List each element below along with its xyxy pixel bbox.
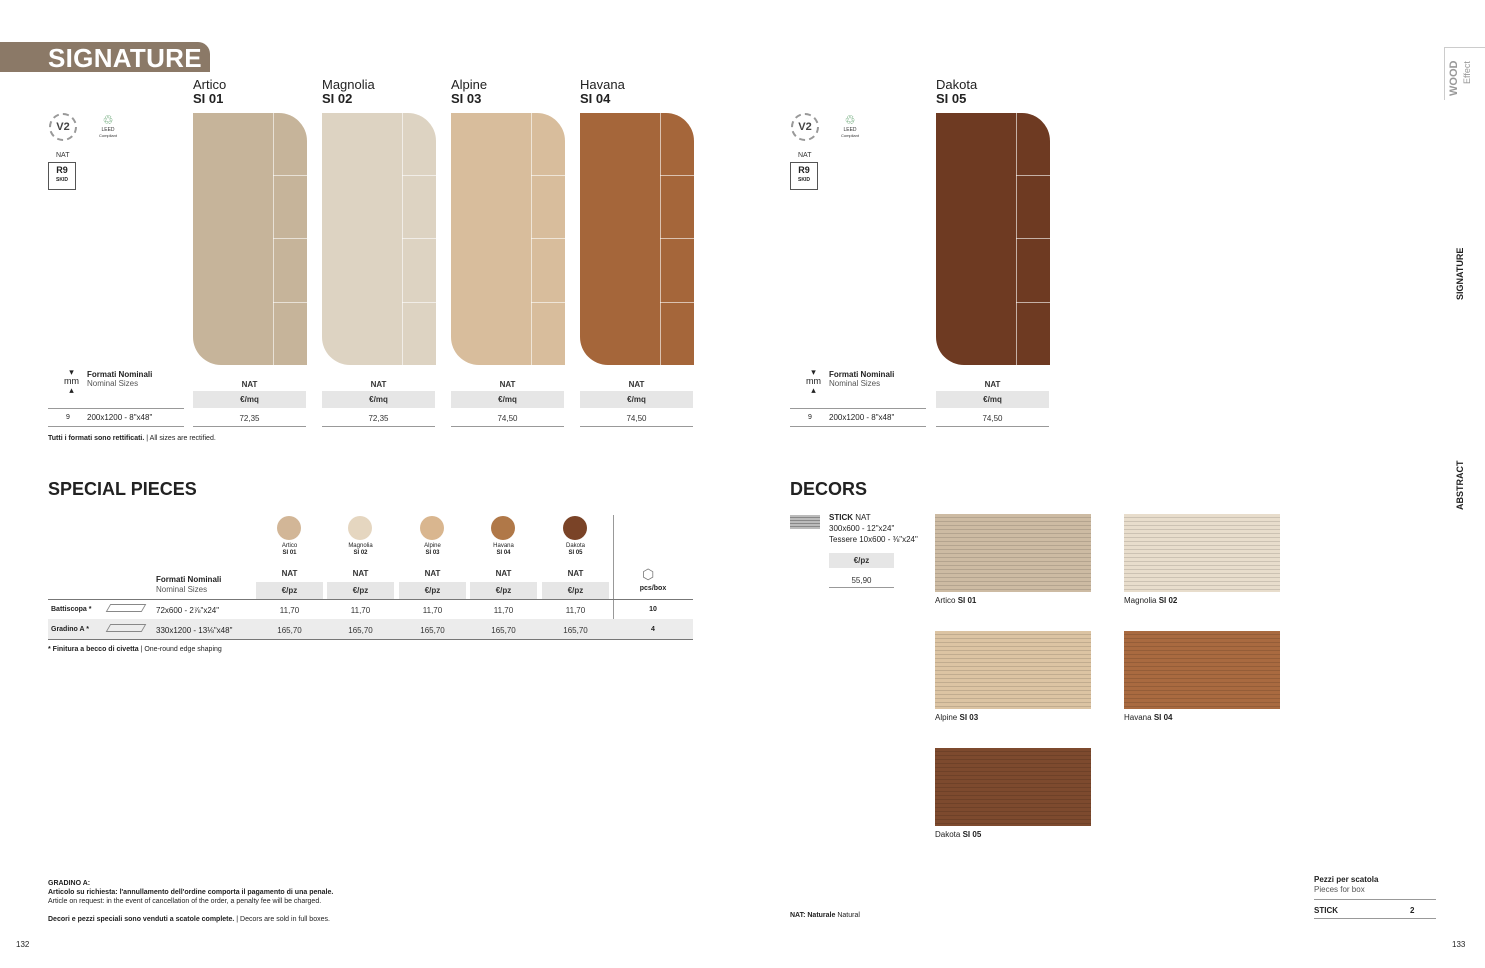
stick-price: 55,90 xyxy=(851,576,872,585)
swatch-label: Havana SI 04 xyxy=(493,543,514,556)
nat-head: NAT xyxy=(628,380,645,389)
sp-row-value: 11,70 xyxy=(279,606,300,615)
sp-unit: €/pz xyxy=(399,582,466,599)
swatch-dot xyxy=(277,516,301,540)
side-signature[interactable]: SIGNATURE xyxy=(1455,247,1465,300)
v2-icon: V2 xyxy=(49,113,77,141)
unit-head: €/mq xyxy=(580,391,693,408)
product-code: SI 01 xyxy=(193,91,224,106)
sp-row-value: 165,70 xyxy=(563,626,588,635)
sp-nat: NAT xyxy=(567,569,584,578)
sp-row-value: 165,70 xyxy=(420,626,445,635)
product-name: Alpine xyxy=(451,77,488,92)
nominal-label-right: Nominal Sizes xyxy=(829,379,881,388)
v2-icon-right: V2 xyxy=(791,113,819,141)
box-icon: ⬡ xyxy=(642,566,655,582)
mm-icon-right: ▾ mm ▴ xyxy=(806,367,821,395)
swatch-dot xyxy=(563,516,587,540)
sp-unit: €/pz xyxy=(542,582,609,599)
piece-icon xyxy=(106,624,147,632)
nat-label: NAT xyxy=(56,152,70,159)
decor-image xyxy=(1124,514,1280,592)
unit-head: €/mq xyxy=(193,391,306,408)
page-number-right: 133 xyxy=(1452,940,1466,949)
product-code: SI 04 xyxy=(580,91,611,106)
sp-row-value: 165,70 xyxy=(491,626,516,635)
sp-nat: NAT xyxy=(281,569,298,578)
decors-title: DECORS xyxy=(790,479,868,499)
product-code: SI 02 xyxy=(322,91,353,106)
formati-label-right: Formati Nominali xyxy=(829,370,895,379)
swatch-dot xyxy=(348,516,372,540)
product-1 xyxy=(322,78,375,106)
decor-caption: Dakota SI 05 xyxy=(935,830,982,839)
footer-notes: GRADINO A: Articolo su richiesta: l'annullamento dell'ordine comporta il pagamento di una penale. Article on request: in the event of cancellation of the order, a penalty fee will be charged. Decori e pezzi speciali sono venduti a scatole complete. | Decors are sold in full boxes. xyxy=(48,880,334,923)
swatch-label: Magnolia SI 02 xyxy=(348,543,373,556)
pieces-label: Pieces for box xyxy=(1314,885,1365,894)
tile-image xyxy=(193,113,307,365)
size-value-right: 200x1200 - 8"x48" xyxy=(829,413,895,422)
piece-icon xyxy=(106,604,147,612)
title-banner xyxy=(0,42,210,72)
r9-icon-right: R9 SKID xyxy=(790,162,818,190)
tile-image xyxy=(322,113,436,365)
sp-formati: Formati Nominali xyxy=(156,575,222,584)
price: 72,35 xyxy=(239,414,260,423)
tile-image-dakota xyxy=(936,113,1050,365)
sp-row-value: 11,70 xyxy=(350,606,371,615)
unit-head: €/mq xyxy=(322,391,435,408)
nat-head: NAT xyxy=(241,380,258,389)
edge-note: * Finitura a becco di civetta | One-round edge shaping xyxy=(48,646,222,653)
product-dakota: Dakota SI 05 xyxy=(936,77,978,106)
side-effect: Effect xyxy=(1462,61,1472,84)
sp-row-value: 165,70 xyxy=(348,626,373,635)
decor-caption: Alpine SI 03 xyxy=(935,713,979,722)
swatch-label: Artico SI 01 xyxy=(281,543,298,556)
decor-image xyxy=(1124,631,1280,709)
special-pieces-title: SPECIAL PIECES xyxy=(48,479,197,499)
stick-label: STICK NAT xyxy=(829,513,871,522)
swatch-label: Dakota SI 05 xyxy=(565,543,585,556)
sp-row-name: Battiscopa * xyxy=(51,606,92,613)
nat-label-right: NAT xyxy=(798,152,812,159)
price-dakota: 74,50 xyxy=(982,414,1003,423)
sp-row-size: 330x1200 - 13⅛"x48" xyxy=(156,626,233,635)
sp-nat: NAT xyxy=(424,569,441,578)
sp-nat: NAT xyxy=(352,569,369,578)
stick-unit: €/pz xyxy=(829,553,894,568)
decor-caption: Artico SI 01 xyxy=(935,596,977,605)
nominal-label: Nominal Sizes xyxy=(87,379,139,388)
nat-head-dakota: NAT xyxy=(984,380,1001,389)
sp-row-name: Gradino A * xyxy=(51,626,89,633)
sp-row-pcs: 10 xyxy=(649,606,657,613)
decor-caption: Havana SI 04 xyxy=(1124,713,1173,722)
price: 74,50 xyxy=(626,414,647,423)
tile-image xyxy=(451,113,565,365)
formati-label: Formati Nominali xyxy=(87,370,153,379)
product-code: SI 03 xyxy=(451,91,482,106)
sp-row-value: 165,70 xyxy=(277,626,302,635)
r9-icon: R9 SKID xyxy=(48,162,76,190)
product-0 xyxy=(193,78,226,106)
sp-nominal: Nominal Sizes xyxy=(156,585,208,594)
decor-image xyxy=(935,631,1091,709)
price: 74,50 xyxy=(497,414,518,423)
nat-head: NAT xyxy=(370,380,387,389)
sp-unit: €/pz xyxy=(470,582,537,599)
decor-image xyxy=(935,748,1091,826)
pcs-box-label: pcs/box xyxy=(639,585,667,592)
product-name: Magnolia xyxy=(322,77,375,92)
tile-image xyxy=(580,113,694,365)
stick-count: 2 xyxy=(1410,906,1415,915)
sp-row-value: 11,70 xyxy=(422,606,443,615)
side-abstract[interactable]: ABSTRACT xyxy=(1455,460,1465,510)
decor-image xyxy=(935,514,1091,592)
unit-head: €/mq xyxy=(451,391,564,408)
product-3 xyxy=(580,78,625,106)
sp-nat: NAT xyxy=(495,569,512,578)
size-value: 200x1200 - 8"x48" xyxy=(87,413,153,422)
thickness-right: 9 xyxy=(808,414,812,421)
product-name: Artico xyxy=(193,77,227,92)
nat-head: NAT xyxy=(499,380,516,389)
swatch-label: Alpine SI 03 xyxy=(424,543,441,556)
thickness: 9 xyxy=(66,414,70,421)
unit-head-dakota: €/mq xyxy=(936,391,1049,408)
swatch-dot xyxy=(420,516,444,540)
stick-icon xyxy=(790,515,820,529)
leed-icon-right: ♲ LEED Compliant xyxy=(840,113,859,138)
product-2 xyxy=(451,78,487,106)
price: 72,35 xyxy=(368,414,389,423)
page-number-left: 132 xyxy=(16,940,30,949)
leed-icon: ♲ LEED Compliant xyxy=(98,113,117,138)
sp-row-size: 72x600 - 2⅞"x24" xyxy=(156,606,220,615)
pezzi-label: Pezzi per scatola xyxy=(1314,875,1379,884)
stick-foot: STICK xyxy=(1314,906,1338,915)
sp-row-value: 11,70 xyxy=(493,606,514,615)
stick-size2: Tessere 10x600 - ⅜"x24" xyxy=(829,535,918,544)
decor-caption: Magnolia SI 02 xyxy=(1124,596,1178,605)
swatch-dot xyxy=(491,516,515,540)
stick-size1: 300x600 - 12"x24" xyxy=(829,524,895,533)
sp-row-value: 11,70 xyxy=(565,606,586,615)
sp-unit: €/pz xyxy=(256,582,323,599)
nat-footnote: NAT: Naturale Natural xyxy=(790,912,860,919)
rectified-note: Tutti i formati sono rettificati. | All sizes are rectified. xyxy=(48,435,216,442)
page-title: SIGNATURE xyxy=(48,43,202,73)
product-name: Havana xyxy=(580,77,625,92)
sp-row-pcs: 4 xyxy=(651,626,655,633)
sp-unit: €/pz xyxy=(327,582,394,599)
side-wood[interactable]: WOOD xyxy=(1448,60,1460,96)
mm-icon: ▾ mm ▴ xyxy=(64,367,79,395)
